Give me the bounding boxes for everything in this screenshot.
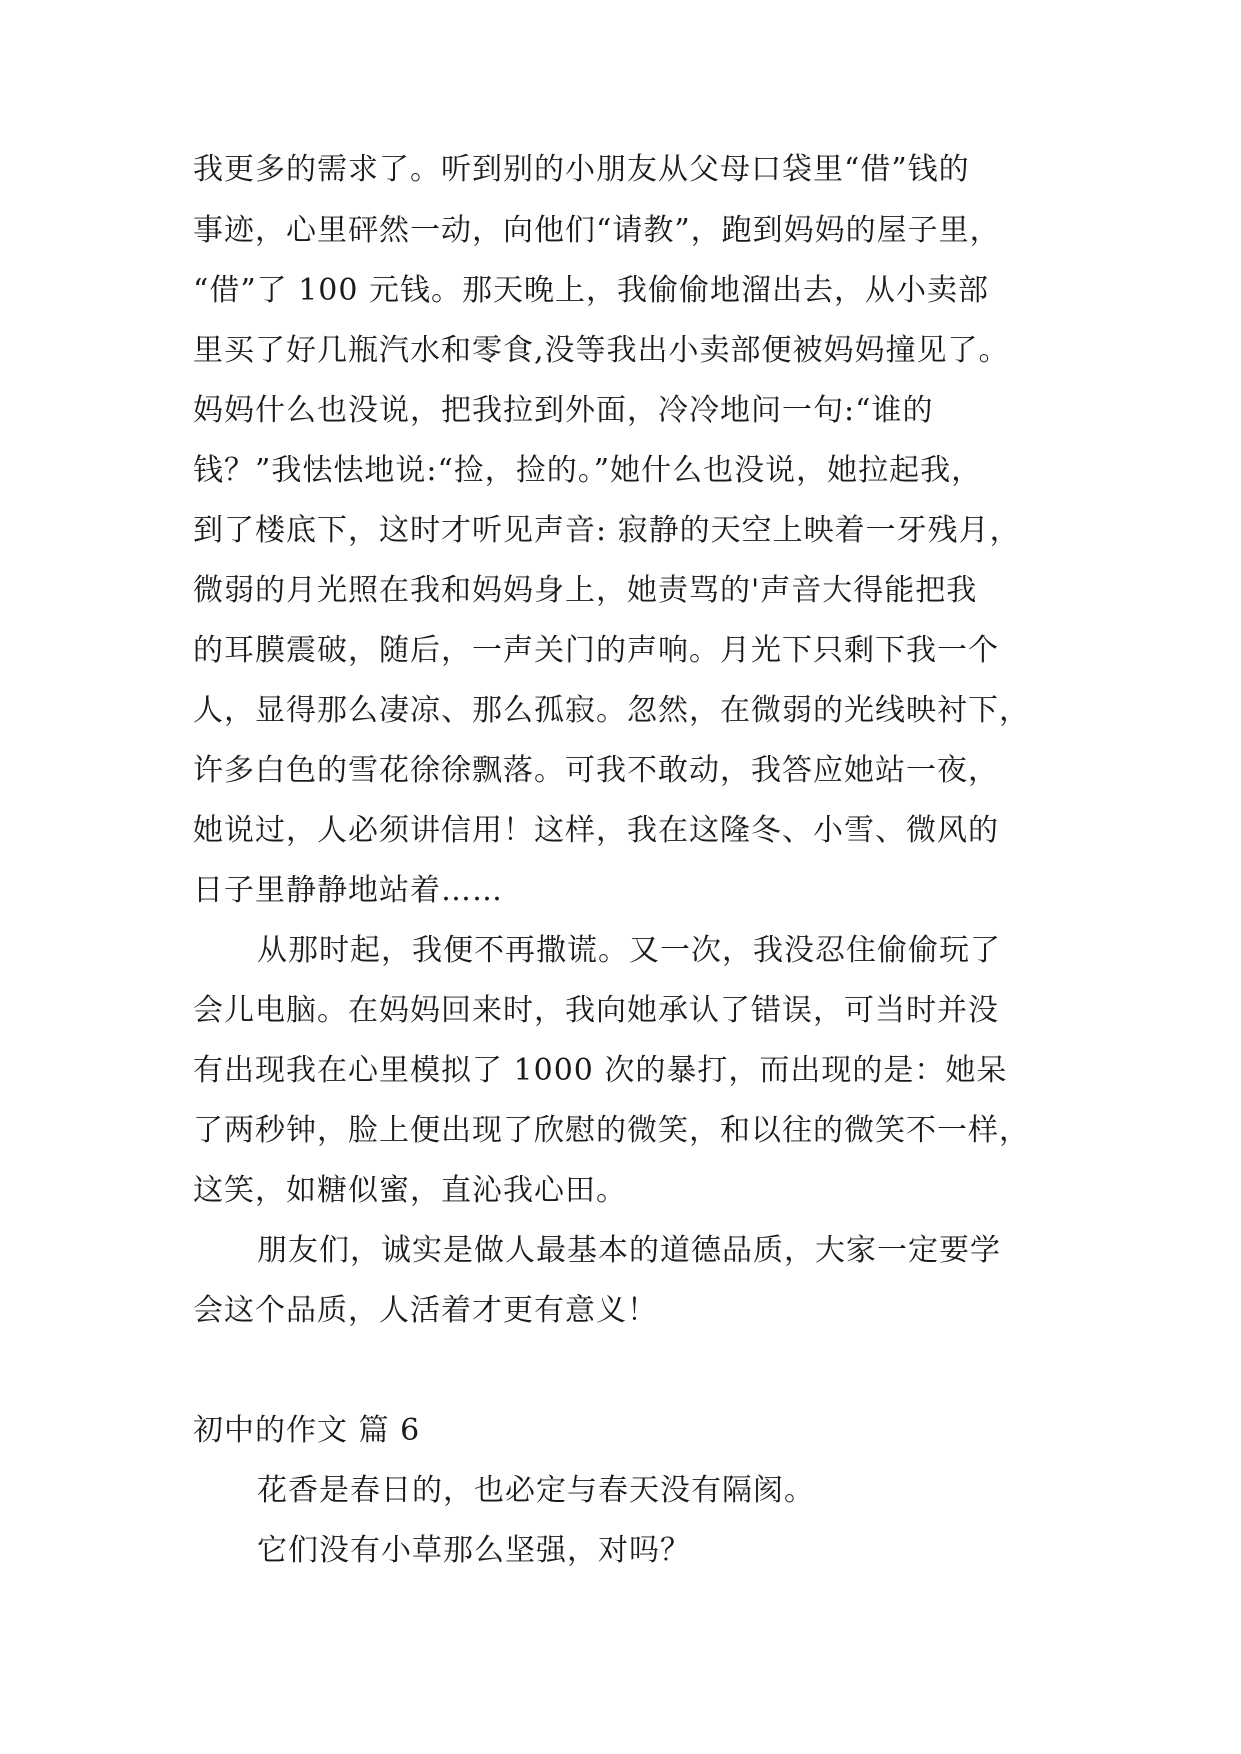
text-line: 妈妈什么也没说，把我拉到外面，冷冷地问一句:“谁的 xyxy=(193,393,934,428)
text-line: 里买了好几瓶汽水和零食,没等我出小卖部便被妈妈撞见了。 xyxy=(193,333,1010,368)
text-line: 到了楼底下，这时才听见声音: 寂静的天空上映着一牙残月， xyxy=(193,513,1021,548)
text-line: “借”了 100 元钱。那天晚上，我偷偷地溜出去，从小卖部 xyxy=(193,273,990,308)
text-line: 我更多的需求了。听到别的小朋友从父母口袋里“借”钱的 xyxy=(193,152,970,187)
text-line: 钱？”我怯怯地说:“捡，捡的。”她什么也没说，她拉起我， xyxy=(193,453,983,488)
text-line: 会儿电脑。在妈妈回来时，我向她承认了错误，可当时并没 xyxy=(193,993,999,1028)
text-line: 有出现我在心里模拟了 1000 次的暴打，而出现的是：她呆 xyxy=(193,1053,1008,1088)
text-line: 人，显得那么凄凉、那么孤寂。忽然，在微弱的光线映衬下， xyxy=(193,693,1030,728)
section-heading: 初中的作文 篇 6 xyxy=(193,1413,421,1448)
text-line: 从那时起，我便不再撒谎。又一次，我没忍住偷偷玩了 xyxy=(257,933,1001,968)
text-line: 这笑，如糖似蜜，直沁我心田。 xyxy=(193,1173,627,1208)
text-line: 她说过，人必须讲信用！这样，我在这隆冬、小雪、微风的 xyxy=(193,813,999,848)
text-line: 它们没有小草那么坚强，对吗？ xyxy=(257,1533,691,1568)
text-line: 了两秒钟，脸上便出现了欣慰的微笑，和以往的微笑不一样， xyxy=(193,1113,1030,1148)
text-line: 的耳膜震破，随后，一声关门的声响。月光下只剩下我一个 xyxy=(193,633,999,668)
text-line: 会这个品质，人活着才更有意义！ xyxy=(193,1293,658,1328)
text-line: 花香是春日的，也必定与春天没有隔阂。 xyxy=(257,1473,815,1508)
text-line: 日子里静静地站着…… xyxy=(193,873,503,908)
text-line: 微弱的月光照在我和妈妈身上，她责骂的'声音大得能把我 xyxy=(193,573,978,608)
text-line: 朋友们，诚实是做人最基本的道德品质，大家一定要学 xyxy=(257,1233,1001,1268)
text-line: 事迹，心里砰然一动，向他们“请教”，跑到妈妈的屋子里， xyxy=(193,213,1001,248)
text-line: 许多白色的雪花徐徐飘落。可我不敢动，我答应她站一夜， xyxy=(193,753,999,788)
